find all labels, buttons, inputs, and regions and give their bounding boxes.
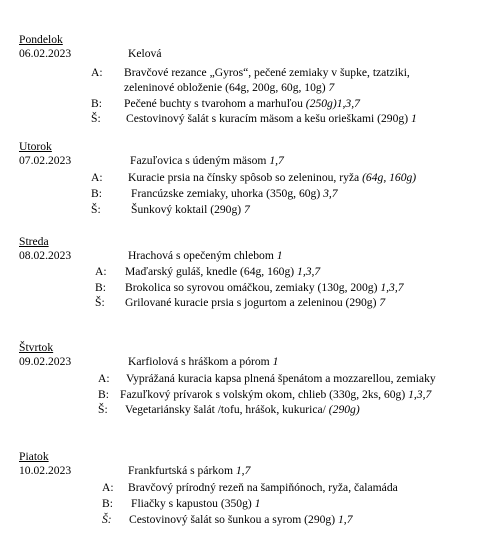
meal-letter: Š: <box>95 296 105 309</box>
meal-text <box>125 264 320 279</box>
soup <box>128 47 161 61</box>
soup-allergens: 1,7 <box>269 154 284 167</box>
meal-portion: (64g, 160g) <box>362 171 417 184</box>
meal-row-b <box>0 96 500 112</box>
meal-letter: A: <box>91 171 103 184</box>
soup <box>128 355 278 369</box>
meal-text <box>128 480 398 495</box>
meal-text <box>125 402 360 417</box>
meal-letter: B: <box>98 388 109 401</box>
meal-row-b <box>0 387 500 403</box>
meal-description: Bravčový prírodný rezeň na šampiňónoch, ryža, čalamáda <box>128 481 398 494</box>
meal-allergens: 3,7 <box>323 187 338 200</box>
meal-letter: B: <box>91 187 102 200</box>
meal-allergens: 7 <box>379 296 386 309</box>
meal-row-s <box>0 512 500 528</box>
meal-text <box>128 170 416 185</box>
meal-text <box>129 512 353 527</box>
meal-allergens: 7 <box>244 203 250 216</box>
soup-text: Fazuľovica s údeným mäsom <box>130 154 270 167</box>
meal-row-s <box>0 402 500 418</box>
meal-letter: Š: <box>102 513 112 526</box>
meal-letter: Š: <box>91 203 101 216</box>
meal-description: Vegetariánsky šalát /tofu, hrášok, kukurica/ <box>125 403 329 416</box>
meal-text <box>124 65 410 80</box>
meal-allergens: 1 <box>254 497 261 510</box>
meal-text <box>120 387 431 402</box>
meal-description: Cestovinový šalát so šunkou a syrom (290g) <box>129 513 338 526</box>
day-name: Štvrtok <box>19 341 54 354</box>
meal-row-s <box>0 295 500 311</box>
meal-row-a-continued <box>0 80 500 96</box>
soup-allergens: 1,7 <box>235 464 251 477</box>
meal-allergens: 1,3,7 <box>297 265 321 278</box>
meal-text-continued <box>124 80 334 95</box>
meal-text <box>125 295 385 310</box>
meal-description: Šunkový koktail (290g) <box>131 203 245 216</box>
soup-allergens: 1 <box>276 249 283 262</box>
meal-text <box>131 202 250 217</box>
soup <box>128 464 250 478</box>
day-name: Streda <box>19 235 49 248</box>
meal-description: Fazuľkový prívarok s volským okom, chlieb (330g, 2ks, 60g) <box>120 388 409 401</box>
day-name: Piatok <box>19 450 49 463</box>
soup-text: Hrachová s opečeným chlebom <box>128 249 277 262</box>
meal-text <box>131 186 338 201</box>
meal-text <box>125 280 404 295</box>
meal-row-a <box>0 264 500 280</box>
meal-allergens: 1 <box>410 112 417 125</box>
meal-letter: Š: <box>98 403 108 416</box>
meal-description: Kuracie prsia na čínsky spôsob so zeleninou, ryža <box>128 171 363 184</box>
soup <box>128 249 283 263</box>
meal-row-s <box>0 111 500 127</box>
meal-row-a <box>0 371 500 387</box>
meal-description: Pečené buchty s tvarohom a marhuľou <box>124 97 306 110</box>
meal-letter: Š: <box>91 112 101 125</box>
soup-allergens: 1 <box>272 355 279 368</box>
meal-row-a <box>0 480 500 496</box>
meal-row-b <box>0 186 500 202</box>
meal-allergens: 1,3,7 <box>336 97 360 110</box>
soup-text: Frankfurtská s párkom <box>128 464 236 477</box>
meal-row-b <box>0 496 500 512</box>
meal-row-b <box>0 280 500 296</box>
meal-text <box>126 371 436 386</box>
meal-row-a <box>0 65 500 81</box>
meal-allergens: 1,7 <box>338 513 353 526</box>
meal-letter: A: <box>95 265 107 278</box>
meal-text <box>131 496 260 511</box>
soup-text: Karfiolová s hráškom a pórom <box>128 355 273 368</box>
day-name: Utorok <box>19 140 52 153</box>
day-date: 10.02.2023 <box>19 464 72 477</box>
meal-row-a <box>0 170 500 186</box>
meal-description: Cestovinový šalát s kuracím mäsom a kešu orieškami (290g) <box>126 112 411 125</box>
meal-row-s <box>0 202 500 218</box>
meal-letter: A: <box>98 372 110 385</box>
meal-text <box>124 96 360 111</box>
day-date: 09.02.2023 <box>19 355 72 368</box>
meal-portion: (250g) <box>305 97 337 110</box>
meal-allergens: 7 <box>328 81 335 94</box>
day-date: 06.02.2023 <box>19 47 72 60</box>
meal-allergens: 1,3,7 <box>408 388 432 401</box>
meal-letter: B: <box>91 97 102 110</box>
meal-letter: A: <box>91 66 103 79</box>
day-name: Pondelok <box>19 33 63 46</box>
meal-text <box>126 111 417 126</box>
meal-description: zeleninové obloženie (64g, 200g, 60g, 10g) <box>124 81 329 94</box>
day-date: 08.02.2023 <box>19 249 72 262</box>
soup-text: Kelová <box>128 47 162 60</box>
meal-description: Francúzske zemiaky, uhorka (350g, 60g) <box>131 187 324 200</box>
meal-description: Grilované kuracie prsia s jogurtom a zeleninou (290g) <box>125 296 380 309</box>
soup <box>130 154 284 168</box>
meal-description: Maďarský guláš, knedle (64g, 160g) <box>125 265 298 278</box>
meal-letter: B: <box>95 281 106 294</box>
meal-description: Brokolica so syrovou omáčkou, zemiaky (130g, 200g) <box>125 281 381 294</box>
meal-description: Bravčové rezance „Gyros“, pečené zemiaky v šupke, tzatziki, <box>124 66 410 79</box>
meal-allergens: 1,3,7 <box>380 281 404 294</box>
meal-description: Vyprážaná kuracia kapsa plnená špenátom a mozzarellou, zemiaky <box>126 372 436 385</box>
meal-portion: (290g) <box>328 403 360 416</box>
meal-letter: B: <box>102 497 113 510</box>
day-date: 07.02.2023 <box>19 154 72 167</box>
meal-description: Fliačky s kapustou (350g) <box>131 497 255 510</box>
meal-letter: A: <box>102 481 114 494</box>
